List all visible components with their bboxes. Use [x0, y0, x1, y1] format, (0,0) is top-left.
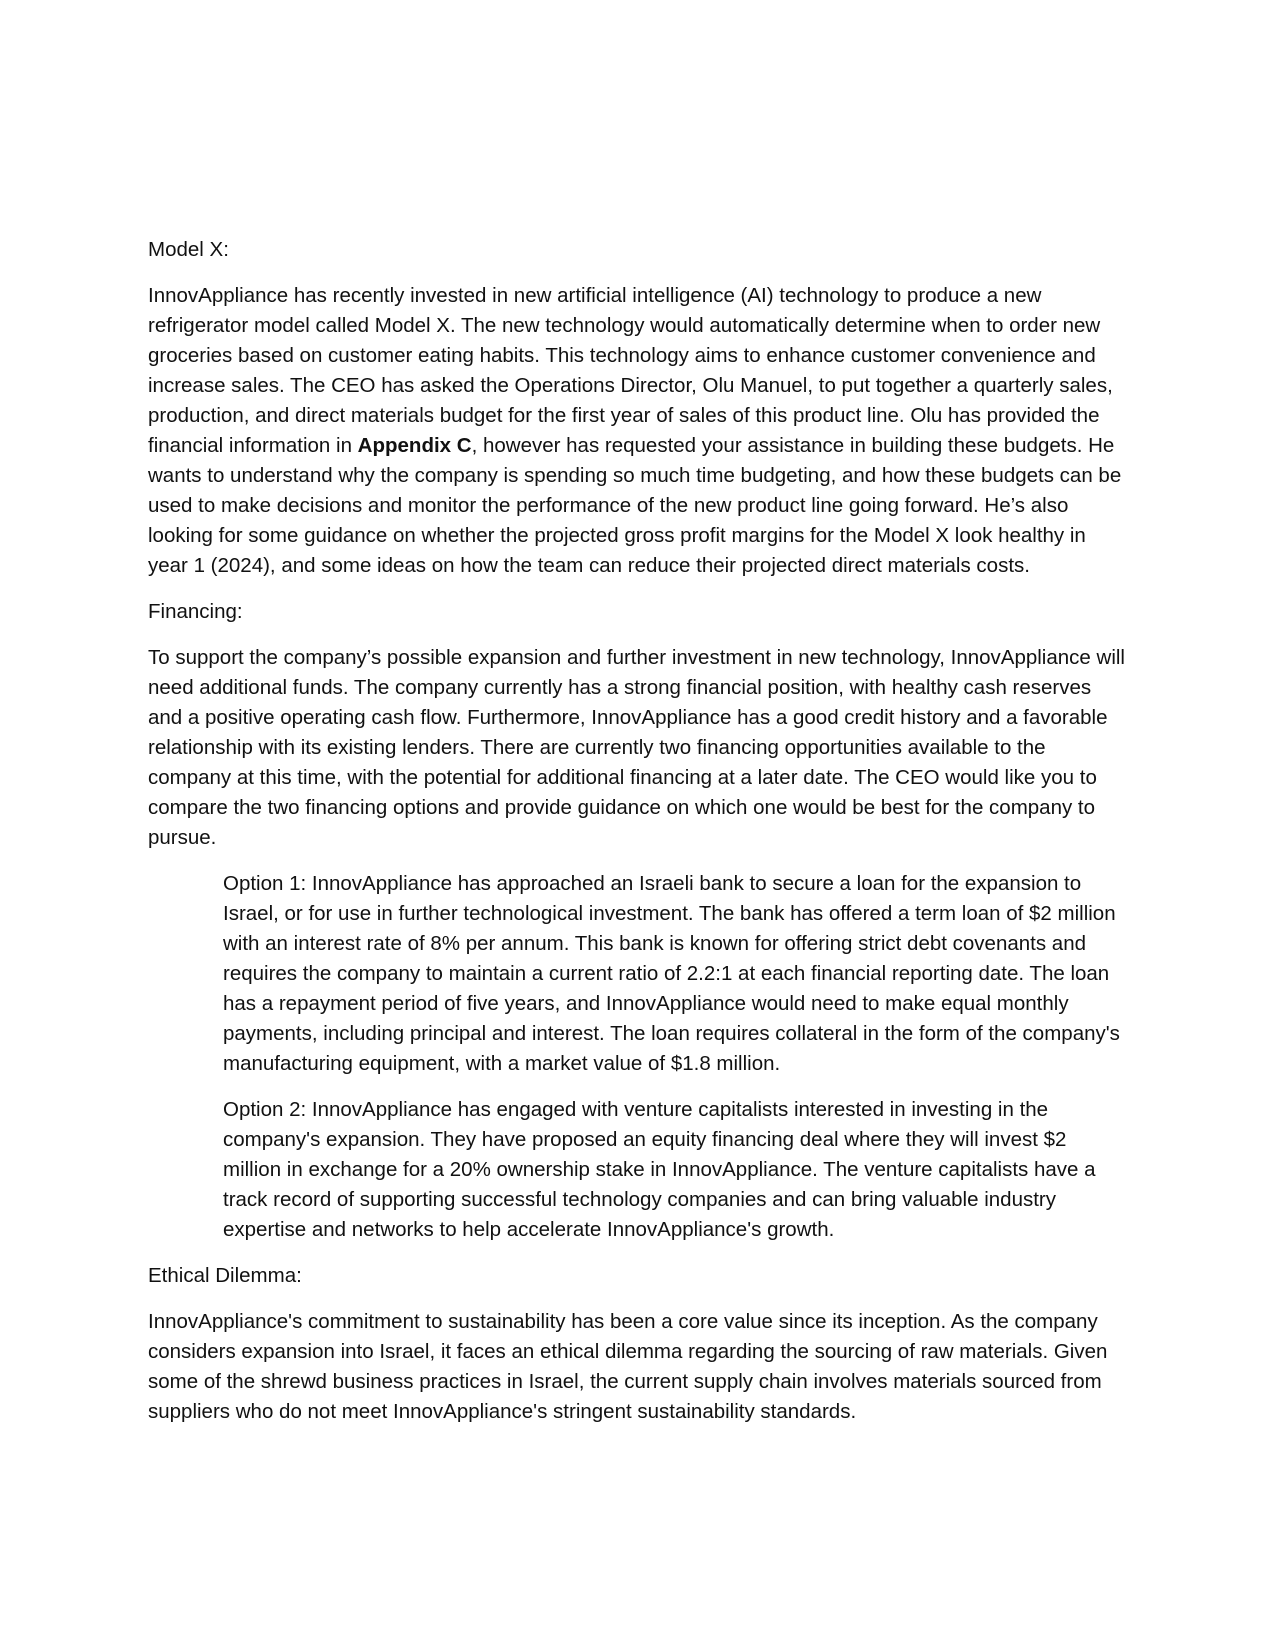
- appendix-c-reference: Appendix C: [357, 434, 472, 457]
- financing-option-2: Option 2: InnovAppliance has engaged with venture capitalists interested in investing in the company's expansion. They have proposed an equity financing deal where they will invest $2 million in exchange for a 20% ownership stake in InnovAppliance. The venture capitalists have a track record of supporting successful technology companies and can bring valuable industry expertise and networks to help accelerate InnovAppliance's growth.: [223, 1098, 1096, 1241]
- financing-intro-paragraph: To support the company’s possible expansion and further investment in new technology, InnovAppliance will need additional funds. The company currently has a strong financial position, with healthy cash reserves and a positive operating cash flow. Furthermore, InnovAppliance has a good credit history and a favorable relationship with its existing lenders. There are currently two financing opportunities available to the company at this time, with the potential for additional financing at a later date. The CEO would like you to compare the two financing options and provide guidance on which one would be best for the company to pursue.: [148, 646, 1125, 849]
- model-x-text-start: InnovAppliance has recently invested in new artificial intelligence (AI) technology to produce a new refrigerator model called Model X. The new technology would automatically determine when to order new groceries based on customer eating habits. This technology aims to enhance customer convenience and increase sales. The CEO has asked the Operations Director, Olu Manuel, to put together a quarterly sales, production, and direct materials budget for the first year of sales of this product line. Olu has provided the financial information in: [148, 284, 1113, 457]
- ethical-dilemma-heading: Ethical Dilemma:: [148, 1264, 302, 1287]
- financing-heading: Financing:: [148, 600, 243, 623]
- ethical-dilemma-paragraph: InnovAppliance's commitment to sustainability has been a core value since its inception. As the company considers expansion into Israel, it faces an ethical dilemma regarding the sourcing of raw materials. Given some of the shrewd business practices in Israel, the current supply chain involves materials sourced from suppliers who do not meet InnovAppliance's stringent sustainability standards.: [148, 1310, 1108, 1423]
- document-body: [148, 235, 1128, 1443]
- financing-option-1: Option 1: InnovAppliance has approached an Israeli bank to secure a loan for the expansion to Israel, or for use in further technological investment. The bank has offered a term loan of $2 million with an interest rate of 8% per annum. This bank is known for offering strict debt covenants and requires the company to maintain a current ratio of 2.2:1 at each financial reporting date. The loan has a repayment period of five years, and InnovAppliance would need to make equal monthly payments, including principal and interest. The loan requires collateral in the form of the company's manufacturing equipment, with a market value of $1.8 million.: [223, 872, 1120, 1075]
- model-x-paragraph: [148, 281, 1128, 581]
- model-x-text-end: , however has requested your assistance in building these budgets. He wants to understand why the company is spending so much time budgeting, and how these budgets can be used to make decisions and monitor the performance of the new product line going forward. He’s also looking for some guidance on whether the projected gross profit margins for the Model X look healthy in year 1 (2024), and some ideas on how the team can reduce their projected direct materials costs.: [148, 434, 1122, 577]
- model-x-heading: Model X:: [148, 238, 229, 261]
